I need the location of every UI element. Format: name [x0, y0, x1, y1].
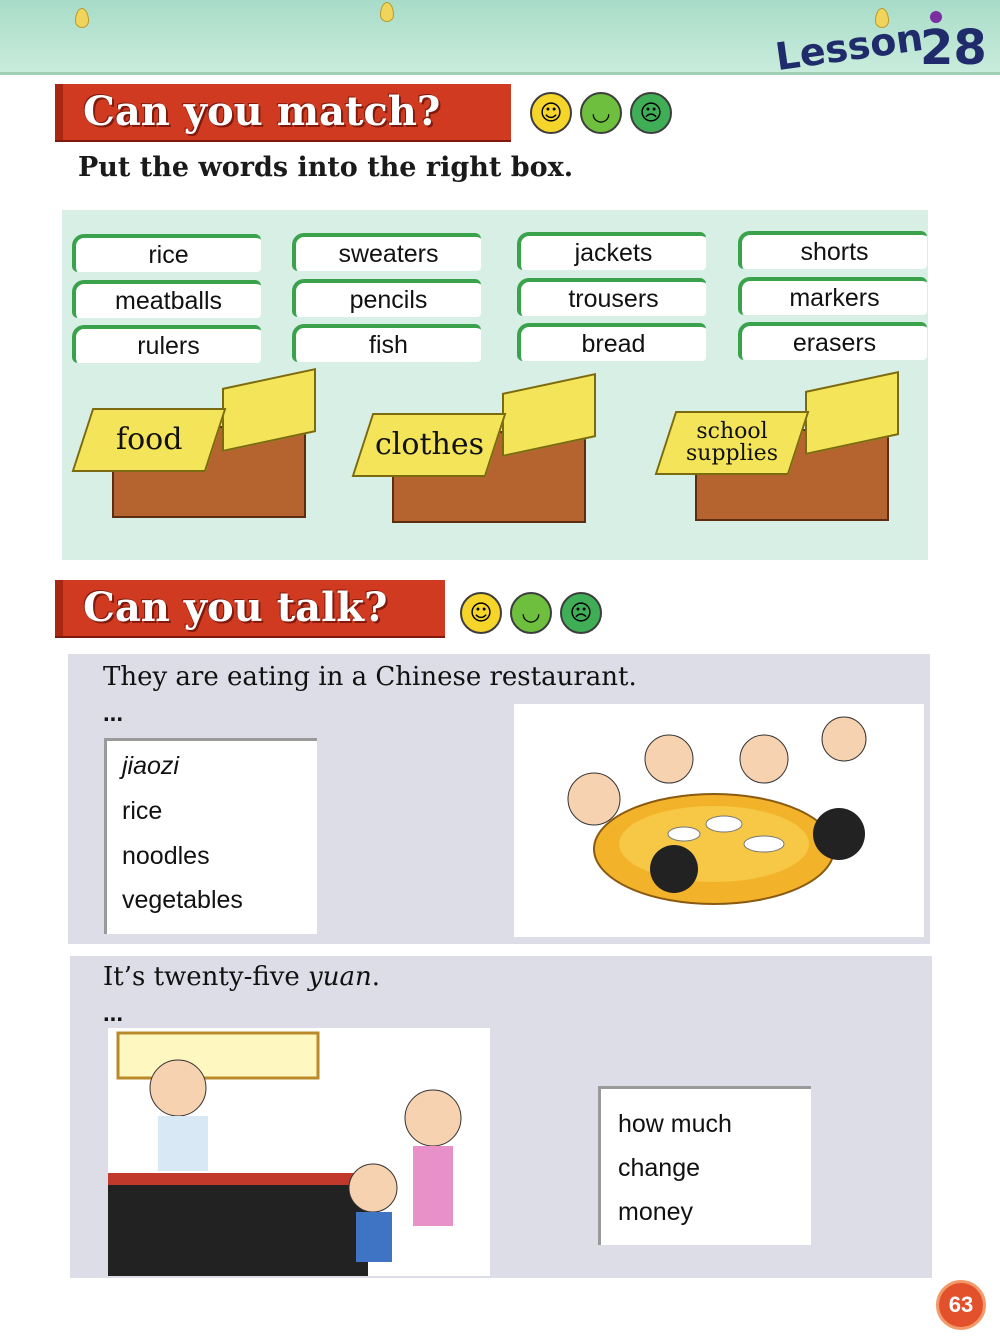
lesson-number: 28 — [920, 20, 987, 76]
word-chip[interactable]: jackets — [517, 232, 706, 270]
plate-shape — [706, 816, 742, 832]
box-food[interactable] — [82, 378, 312, 518]
shop-scene — [108, 1028, 490, 1276]
word-chip[interactable]: rice — [72, 234, 261, 272]
person-head — [568, 773, 620, 825]
dialog-sentence: They are eating in a Chinese restaurant. — [103, 662, 637, 692]
plate-shape — [744, 836, 784, 852]
person-head — [349, 1164, 397, 1212]
counter-shape — [108, 1178, 368, 1276]
person-head — [150, 1060, 206, 1116]
restaurant-illustration — [514, 704, 924, 937]
shop-illustration — [108, 1028, 490, 1276]
counter-top — [108, 1173, 368, 1185]
sad-face-icon[interactable]: ☹ — [560, 592, 602, 634]
person-head — [650, 845, 698, 893]
ellipsis: ... — [103, 1000, 124, 1027]
word-chip[interactable]: bread — [517, 323, 706, 361]
person-head — [405, 1090, 461, 1146]
person-head — [740, 735, 788, 783]
person-head — [645, 735, 693, 783]
box-school-supplies[interactable] — [665, 381, 895, 521]
ellipsis: ... — [103, 700, 124, 727]
word-chip[interactable]: pencils — [292, 279, 481, 317]
section-title: Can you match? — [83, 88, 441, 135]
sentence-part: It’s twenty-five — [103, 962, 309, 992]
word-chip[interactable]: markers — [738, 277, 927, 315]
sentence-part: . — [371, 962, 380, 992]
drop-icon — [75, 8, 89, 28]
word-chip[interactable]: sweaters — [292, 233, 481, 271]
box-clothes[interactable] — [362, 383, 592, 523]
person-head — [813, 808, 865, 860]
box-label-card — [352, 413, 507, 477]
box-label-card — [72, 408, 227, 472]
word-chip[interactable]: meatballs — [72, 280, 261, 318]
word-item: rice — [122, 797, 163, 825]
section-title: Can you talk? — [83, 584, 388, 631]
word-item: change — [618, 1154, 701, 1182]
box-label: clothes — [374, 427, 484, 462]
word-item: jiaozi — [122, 752, 179, 780]
section-banner-talk — [55, 580, 445, 636]
person-body — [356, 1212, 392, 1262]
smile-face-icon[interactable]: ☺ — [530, 92, 572, 134]
instruction-text: Put the words into the right box. — [78, 152, 574, 183]
section-banner-match — [55, 84, 511, 140]
word-item: noodles — [122, 842, 210, 870]
person-body — [158, 1116, 208, 1171]
word-chip[interactable]: shorts — [738, 231, 927, 269]
sentence-emphasis: yuan — [308, 962, 372, 992]
page-number: 63 — [936, 1280, 986, 1330]
word-item: money — [618, 1198, 694, 1226]
box-label: school supplies — [685, 419, 778, 466]
sad-face-icon[interactable]: ☹ — [630, 92, 672, 134]
neutral-face-icon[interactable]: ◡ — [510, 592, 552, 634]
word-chip[interactable]: trousers — [517, 278, 706, 316]
person-body — [413, 1146, 453, 1226]
box-label-card — [655, 411, 810, 475]
smile-face-icon[interactable]: ☺ — [460, 592, 502, 634]
box-label: food — [115, 422, 183, 457]
word-item: how much — [618, 1110, 732, 1138]
lesson-label: Lesson — [772, 14, 926, 80]
plate-shape — [668, 827, 700, 841]
word-chip[interactable]: fish — [292, 324, 481, 362]
word-chip[interactable]: rulers — [72, 325, 261, 363]
word-item: vegetables — [122, 886, 243, 914]
word-chip[interactable]: erasers — [738, 322, 927, 360]
drop-icon — [380, 2, 394, 22]
dialog-sentence — [103, 962, 380, 992]
restaurant-scene — [514, 704, 924, 937]
menu-board — [118, 1033, 318, 1078]
neutral-face-icon[interactable]: ◡ — [580, 92, 622, 134]
person-head — [822, 717, 866, 761]
